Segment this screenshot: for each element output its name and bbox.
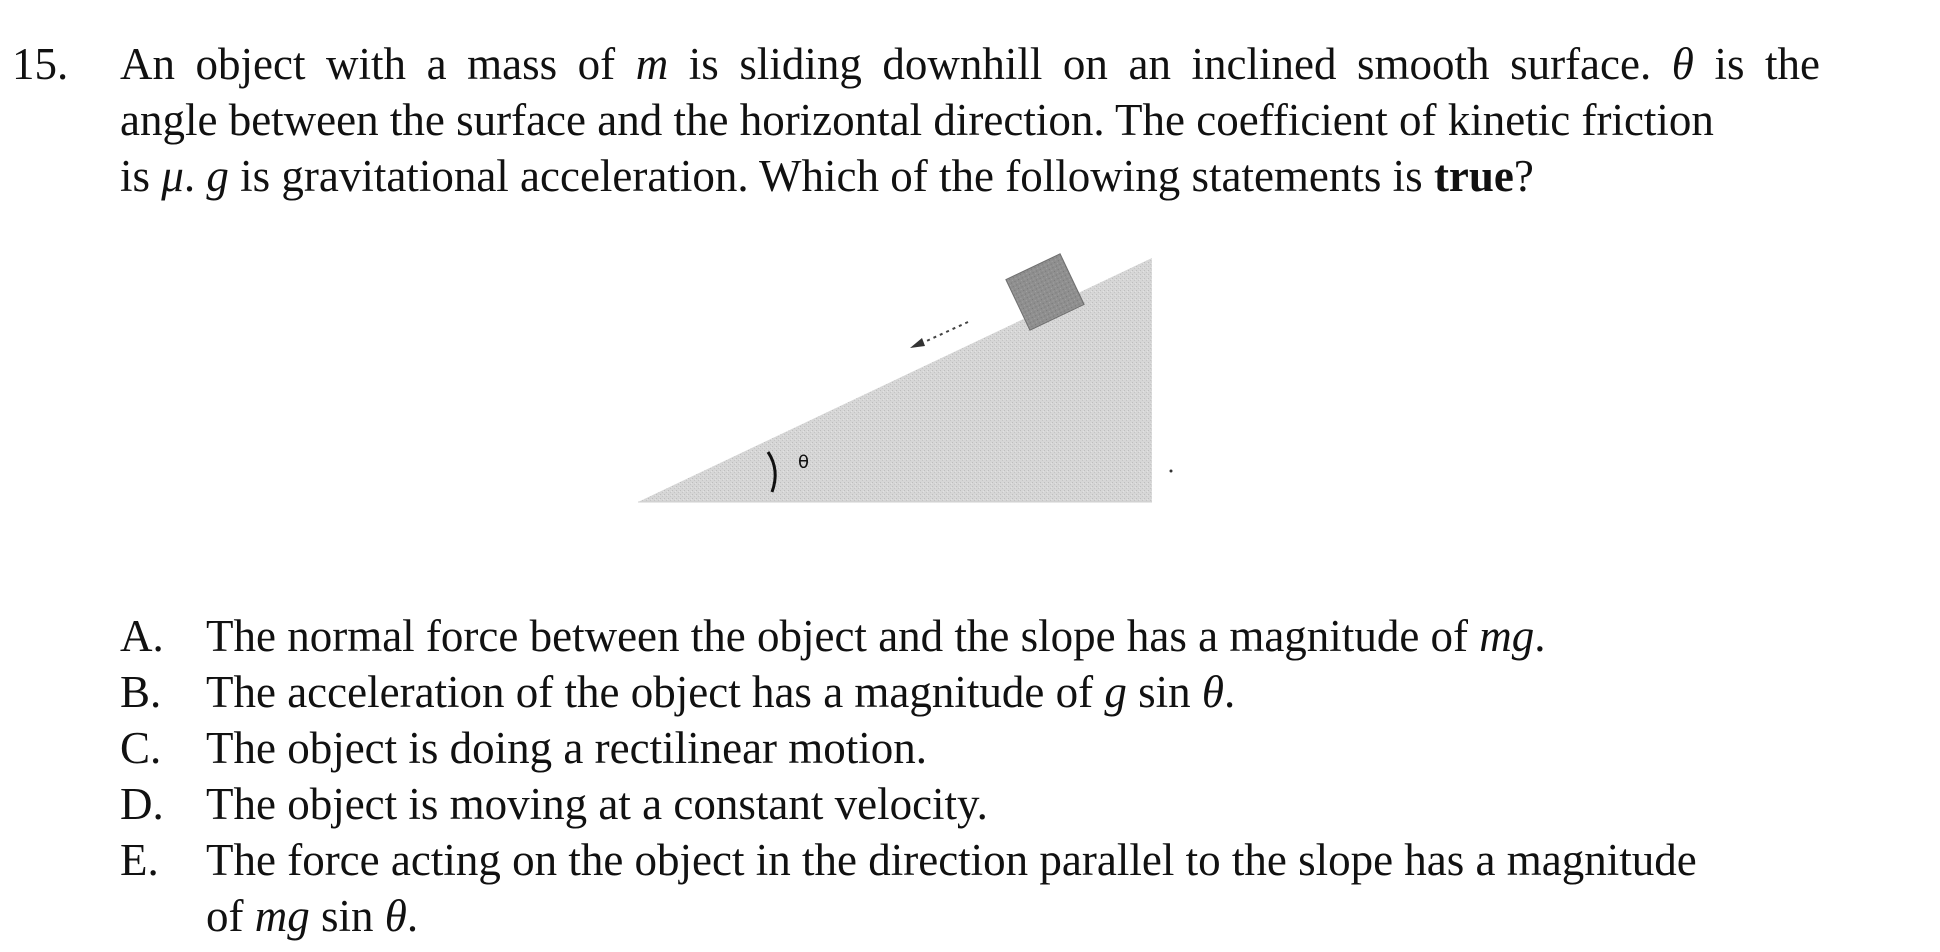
option-letter: E. — [120, 835, 159, 885]
option-text-part: . — [1223, 667, 1236, 717]
theta-symbol: θ — [1671, 39, 1694, 89]
option-letter: D. — [120, 779, 164, 829]
option-text: The object is doing a rectilinear motion. — [206, 723, 928, 773]
math-theta: θ — [1201, 667, 1224, 717]
math-mg: mg — [1479, 611, 1535, 661]
option-text — [206, 608, 1820, 664]
math-g: g — [1104, 667, 1127, 717]
option-text — [206, 832, 1820, 944]
stem-text: is gravitational acceleration. Which of the following statements is — [228, 151, 1434, 201]
option-letter: C. — [120, 723, 162, 773]
math-mg: mg — [254, 891, 310, 941]
stem-text: is sliding downhill on an inclined smooth surface. — [668, 39, 1672, 89]
option-text-part: The normal force between the object and the slope has a magnitude of — [206, 611, 1480, 661]
figure-dot — [1170, 470, 1173, 473]
stem-line-1 — [120, 36, 1820, 92]
option-d[interactable] — [120, 776, 1820, 832]
stem-text: An object with a mass of — [120, 39, 636, 89]
math-sin: sin — [1126, 667, 1202, 717]
option-c[interactable] — [120, 720, 1820, 776]
math-sin: sin — [309, 891, 385, 941]
option-text-part: The acceleration of the object has a magnitude of — [206, 667, 1105, 717]
emphasis-true: true — [1433, 151, 1514, 201]
g-symbol: g — [206, 151, 229, 201]
option-text — [206, 664, 1820, 720]
question-number: 15. — [12, 39, 69, 89]
option-letter: A. — [120, 611, 164, 661]
stem-line-2: angle between the surface and the horizontal direction. The coefficient of kinetic friction — [120, 95, 1714, 145]
stem-text: ? — [1513, 151, 1534, 201]
stem-text: is the — [1693, 39, 1820, 89]
option-text-part: . — [1534, 611, 1546, 661]
option-text-line: The force acting on the object in the direction parallel to the slope has a magnitude — [206, 835, 1697, 885]
option-letter: B. — [120, 667, 162, 717]
stem-line-3 — [120, 148, 1820, 204]
option-text-line — [206, 888, 1820, 944]
option-text-part: . — [406, 891, 419, 941]
option-text-part: of — [206, 891, 255, 941]
mu-symbol: μ — [161, 151, 184, 201]
option-b[interactable] — [120, 664, 1820, 720]
stem-text: is — [120, 151, 162, 201]
math-theta: θ — [384, 891, 407, 941]
question-stem — [120, 36, 1820, 204]
stem-text: . — [183, 151, 207, 201]
mass-symbol: m — [635, 39, 669, 89]
option-e[interactable] — [120, 832, 1820, 944]
motion-arrow-icon — [910, 322, 968, 348]
option-text: The object is moving at a constant velocity. — [206, 779, 988, 829]
incline-figure — [600, 230, 1200, 530]
answer-options — [120, 608, 1820, 944]
option-a[interactable] — [120, 608, 1820, 664]
figure-angle-label: θ — [798, 452, 810, 473]
